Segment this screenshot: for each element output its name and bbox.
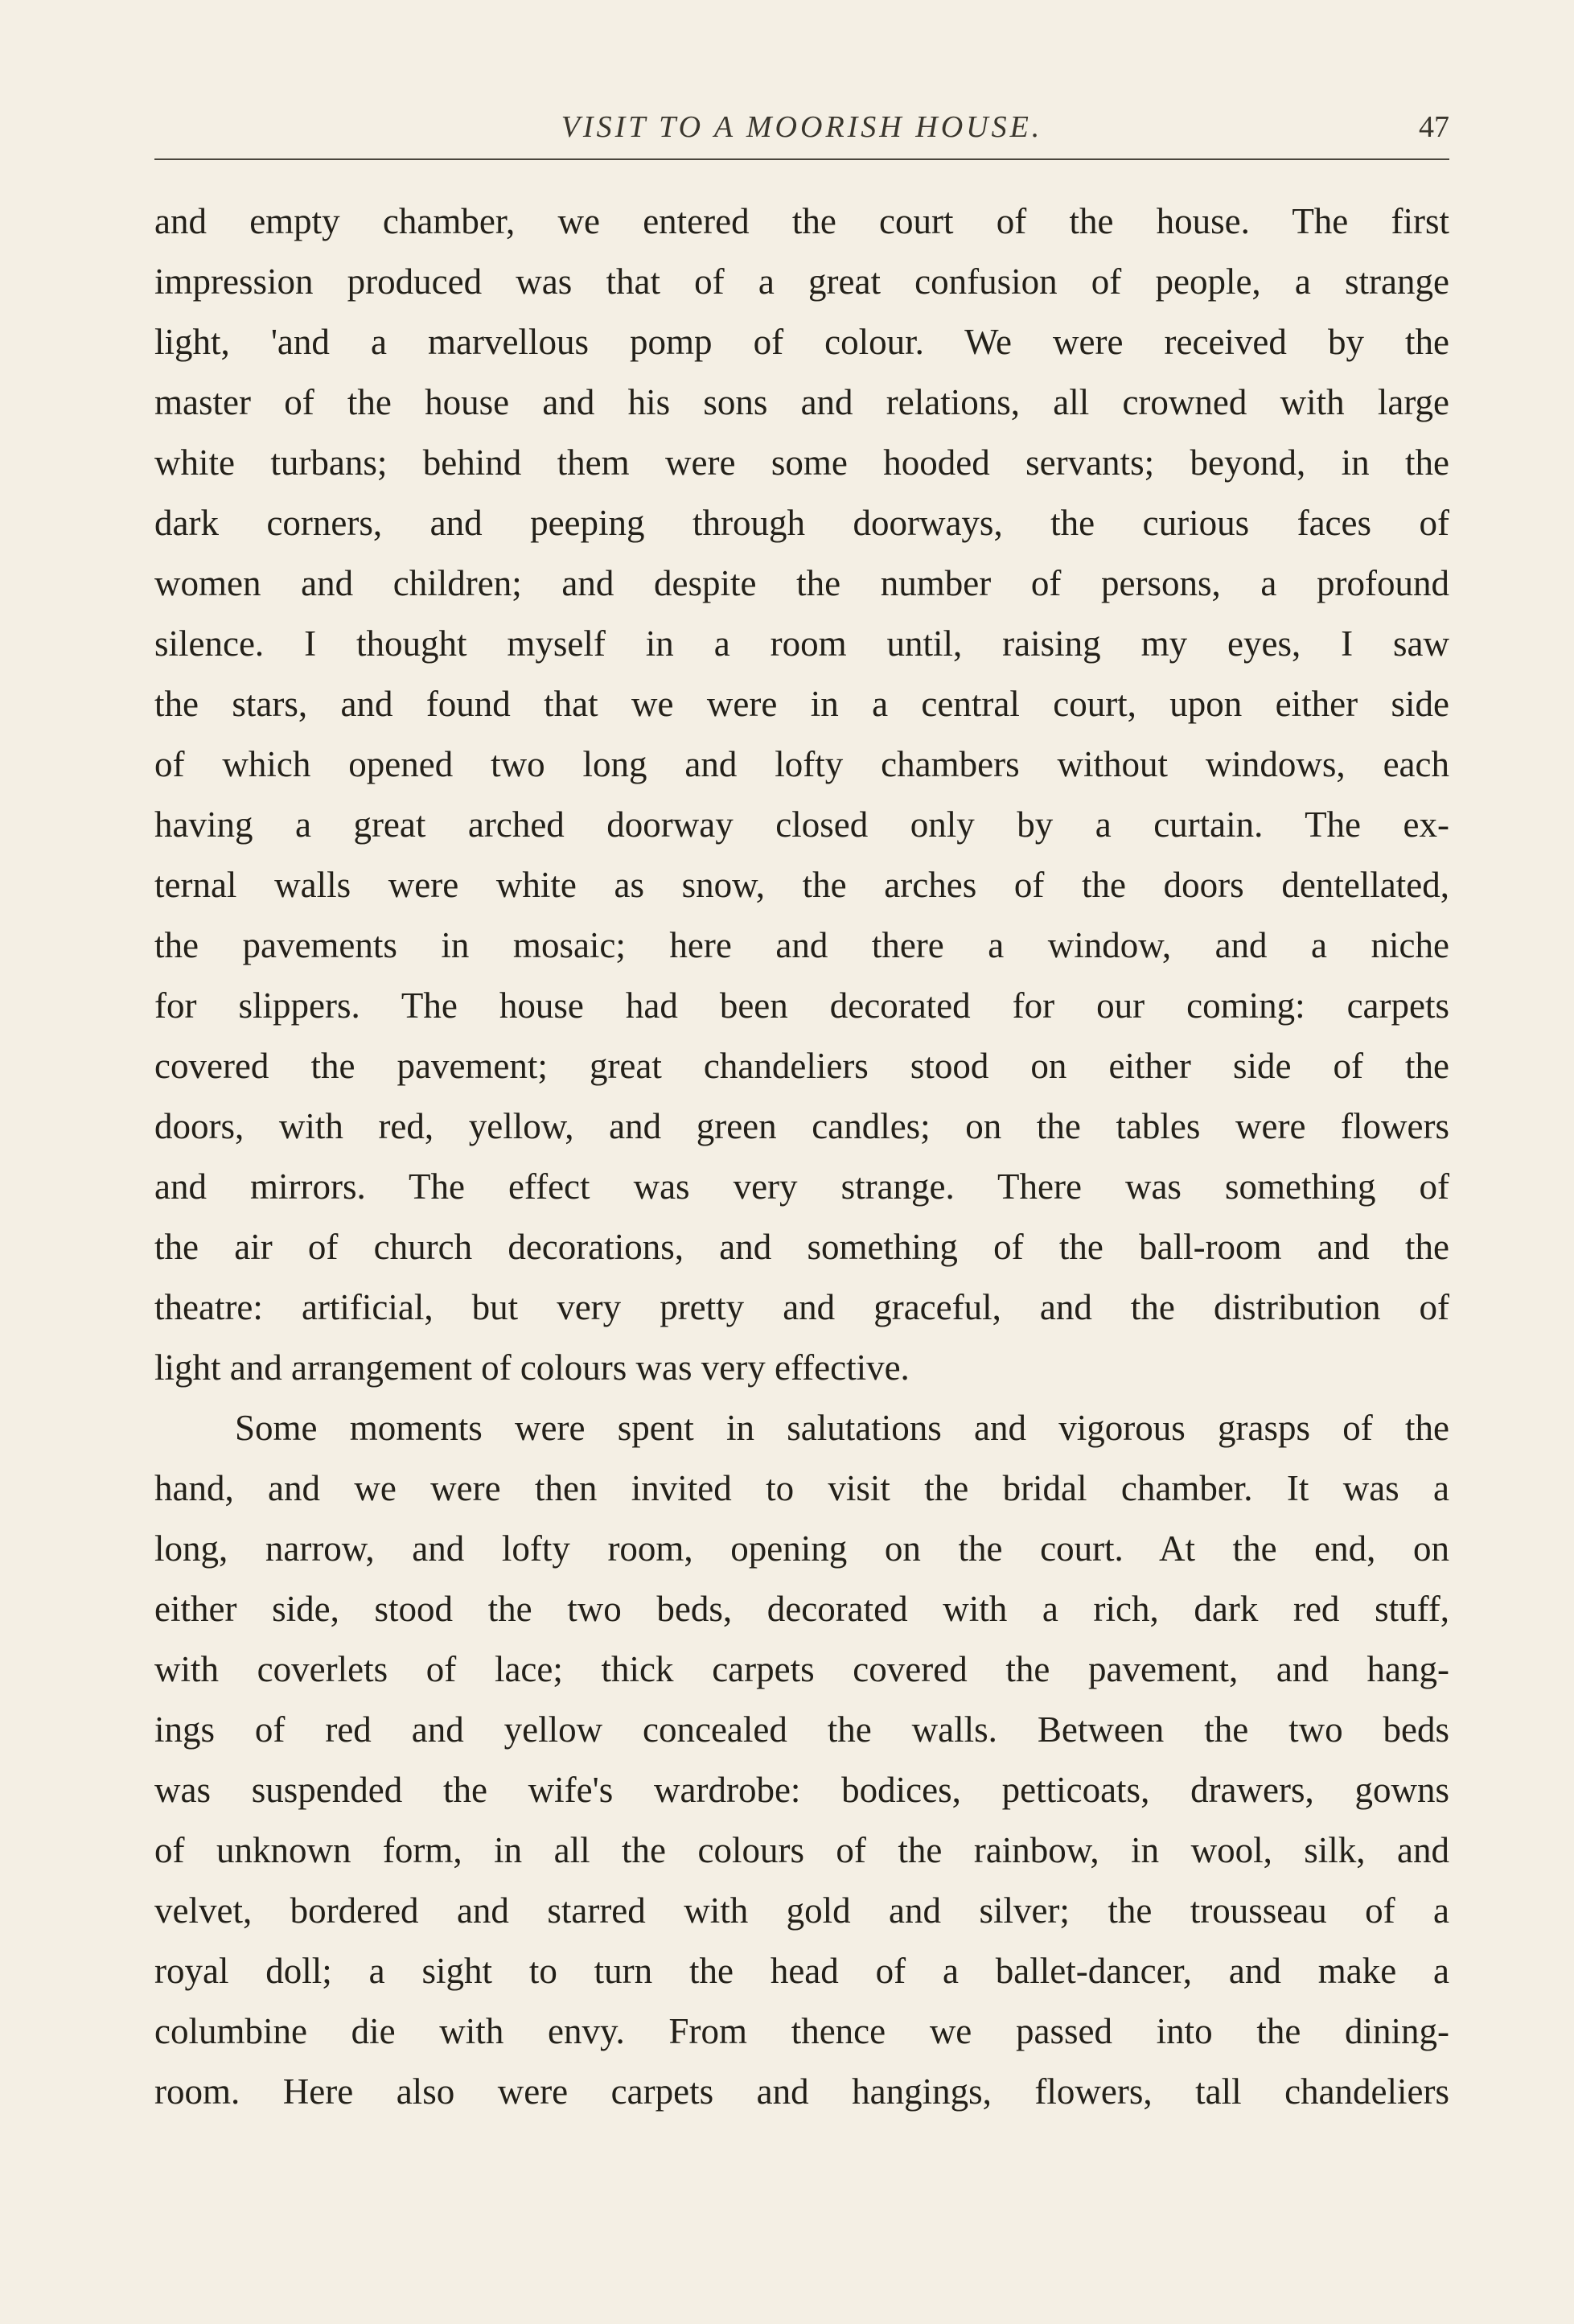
text-line: hand, and we were then invited to visit the bridal chamber. It was a: [154, 1468, 1449, 1508]
text-line: royal doll; a sight to turn the head of a ballet-dancer, and make a: [154, 1951, 1449, 1991]
text-line: light, 'and a marvellous pomp of colour. We were received by the: [154, 322, 1449, 362]
text-line: the air of church decorations, and something of the ball-room and the: [154, 1227, 1449, 1267]
text-line: of unknown form, in all the colours of the rainbow, in wool, silk, and: [154, 1830, 1449, 1870]
text-line: Some moments were spent in salutations and vigorous grasps of the: [235, 1408, 1449, 1448]
text-line: doors, with red, yellow, and green candles; on the tables were flowers: [154, 1106, 1449, 1146]
text-line: theatre: artificial, but very pretty and graceful, and the distribution of: [154, 1287, 1449, 1327]
text-line: and empty chamber, we entered the court of the house. The first: [154, 201, 1449, 241]
text-line: the pavements in mosaic; here and there a window, and a niche: [154, 925, 1449, 965]
text-line: ings of red and yellow concealed the walls. Between the two beds: [154, 1709, 1449, 1750]
text-line: impression produced was that of a great confusion of people, a strange: [154, 261, 1449, 302]
text-line: room. Here also were carpets and hangings, flowers, tall chandeliers: [154, 2071, 1449, 2112]
text-line: silence. I thought myself in a room until, raising my eyes, I saw: [154, 623, 1449, 664]
running-head: [154, 103, 1449, 151]
text-line: and mirrors. The effect was very strange. There was something of: [154, 1166, 1449, 1207]
text-line: dark corners, and peeping through doorways, the curious faces of: [154, 503, 1449, 543]
text-line: either side, stood the two beds, decorated with a rich, dark red stuff,: [154, 1589, 1449, 1629]
text-line: master of the house and his sons and relations, all crowned with large: [154, 382, 1449, 422]
paragraph-1: [154, 191, 1449, 1398]
text-line: having a great arched doorway closed only by a curtain. The ex-: [154, 804, 1449, 845]
text-line: women and children; and despite the number of persons, a profound: [154, 563, 1449, 603]
running-title: VISIT TO A MOORISH HOUSE.: [561, 110, 1043, 144]
text-line: columbine die with envy. From thence we passed into the dining-: [154, 2011, 1449, 2051]
text-line: velvet, bordered and starred with gold and silver; the trousseau of a: [154, 1890, 1449, 1931]
text-line: with coverlets of lace; thick carpets covered the pavement, and hang-: [154, 1649, 1449, 1689]
text-line: the stars, and found that we were in a central court, upon either side: [154, 684, 1449, 724]
text-line: of which opened two long and lofty chambers without windows, each: [154, 744, 1449, 784]
text-line: was suspended the wife's wardrobe: bodices, petticoats, drawers, gowns: [154, 1770, 1449, 1810]
text-line: ternal walls were white as snow, the arches of the doors dentellated,: [154, 865, 1449, 905]
text-line: long, narrow, and lofty room, opening on the court. At the end, on: [154, 1528, 1449, 1569]
text-line: light and arrangement of colours was very effective.: [154, 1347, 910, 1388]
text-line: covered the pavement; great chandeliers stood on either side of the: [154, 1046, 1449, 1086]
text-line: white turbans; behind them were some hooded servants; beyond, in the: [154, 442, 1449, 483]
page-number: 47: [1419, 110, 1449, 144]
body-text: [154, 191, 1449, 2122]
paragraph-2: [154, 1398, 1449, 2122]
header-rule: [154, 158, 1449, 160]
text-line: for slippers. The house had been decorated for our coming: carpets: [154, 985, 1449, 1026]
